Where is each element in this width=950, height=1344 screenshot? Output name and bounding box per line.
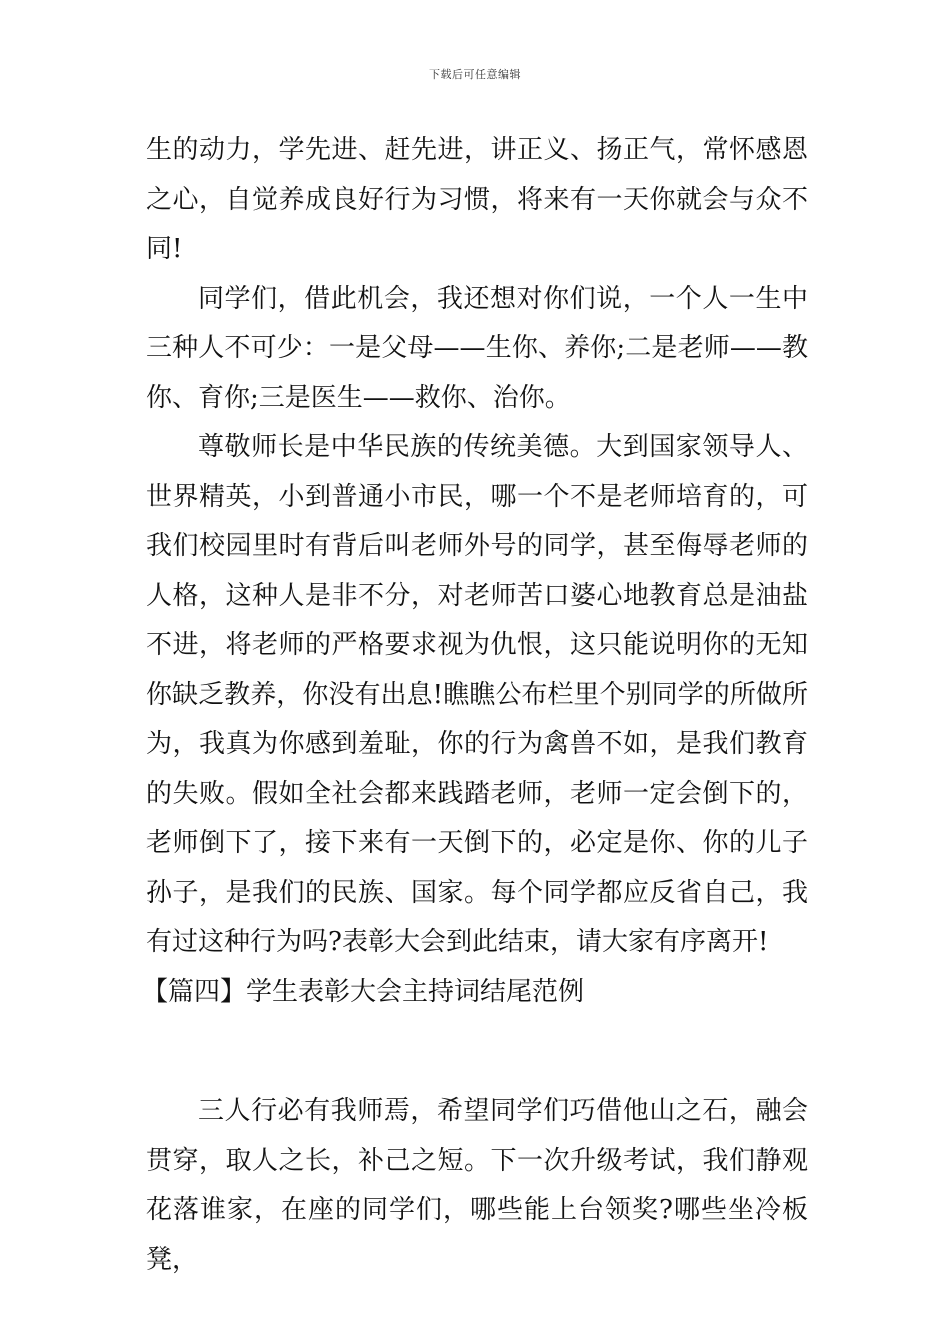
page-header: 下载后可任意编辑 — [429, 68, 521, 81]
blank-spacer — [146, 1017, 808, 1087]
paragraph-continuation: 生的动力，学先进、赶先进，讲正义、扬正气，常怀感恩之心，自觉养成良好行为习惯，将来有一天你就会与众不同! — [146, 135, 808, 264]
paragraph-respect-teachers: 尊敬师长是中华民族的传统美德。大到国家领导人、世界精英，小到普通小市民，哪一个不是老师培育的，可我们校园里时有背后叫老师外号的同学，甚至侮辱老师的人格，这种人是非不分，对老师苦口婆心地教育总是油盐不进，将老师的严格要求视为仇恨，这只能说明你的无知你缺乏教养，你没有出息!瞧瞧公布栏里个别同学的所做所为，我真为你感到羞耻，你的行为禽兽不如，是我们教育的失败。假如全社会都来践踏老师，老师一定会倒下的，老师倒下了，接下来有一天倒下的，必定是你、你的儿子孙子，是我们的民族、国家。每个同学都应反省自己，我有过这种行为吗?表彰大会到此结束，请大家有序离开! — [146, 432, 808, 957]
paragraph-three-people: 同学们，借此机会，我还想对你们说，一个人一生中三种人不可少：一是父母——生你、养你;二是老师——教你、育你;三是医生——救你、治你。 — [146, 283, 808, 413]
document-body — [142, 126, 808, 1285]
section-heading: 【篇四】学生表彰大会主持词结尾范例 — [142, 976, 585, 1007]
paragraph-closing: 三人行必有我师焉，希望同学们巧借他山之石，融会贯穿，取人之长，补己之短。下一次升级考试，我们静观花落谁家，在座的同学们，哪些能上台领奖?哪些坐冷板凳， — [146, 1096, 808, 1275]
